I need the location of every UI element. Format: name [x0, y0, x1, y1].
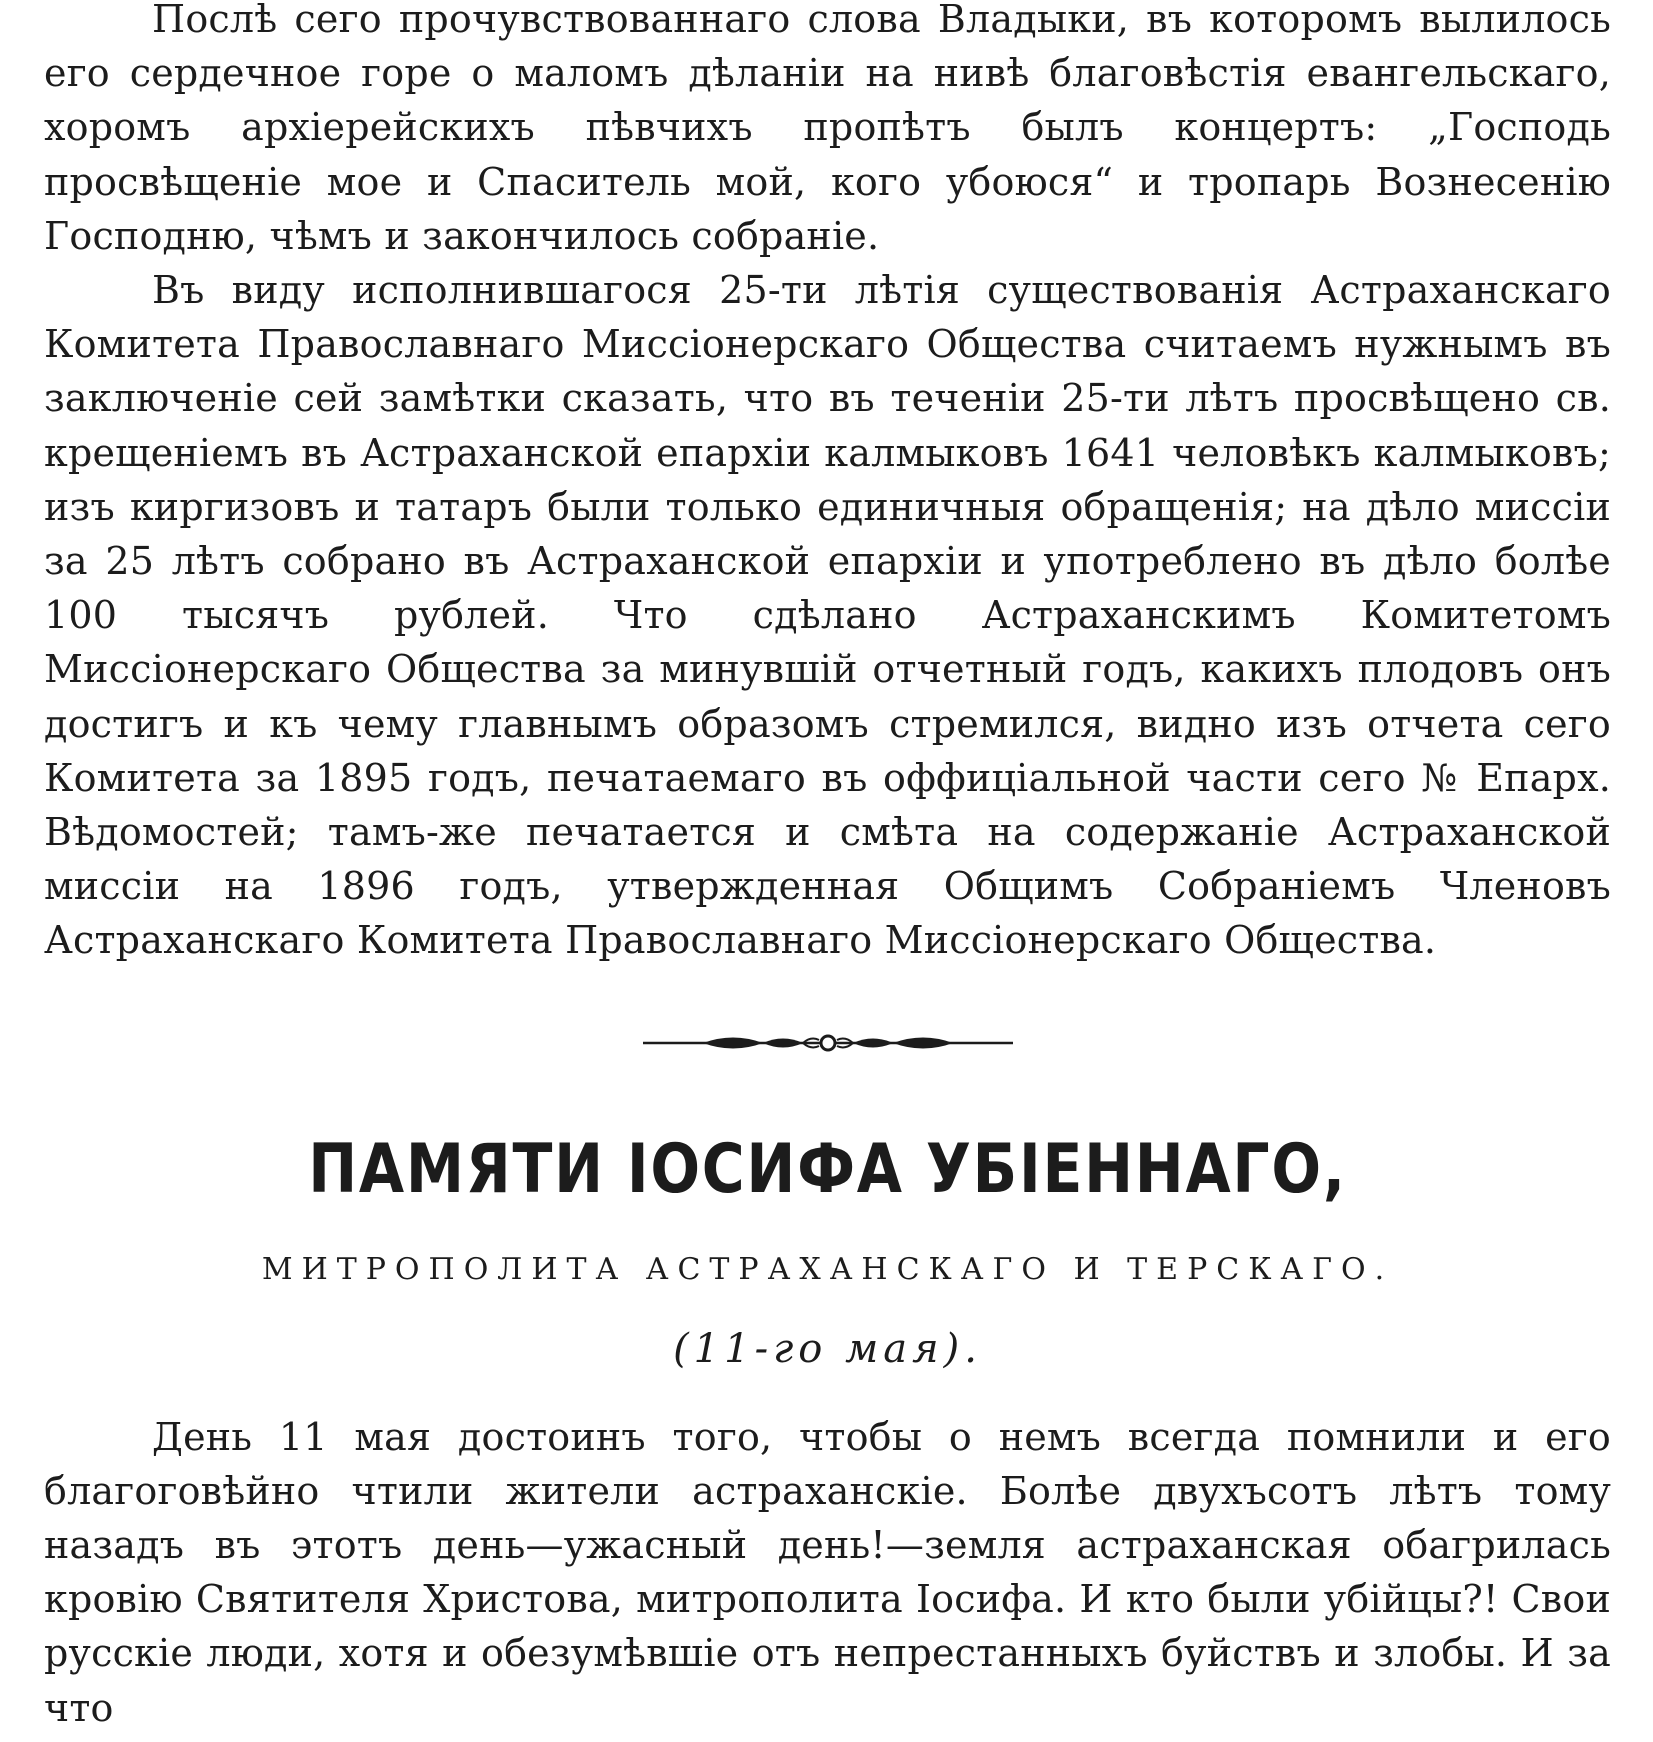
paragraph-memorial: День 11 мая достоинъ того, чтобы о немъ всегда помнили и его благоговѣйно чтили жители астраханскіе. Болѣе двухъсотъ лѣтъ тому назадъ въ этотъ день—ужасный день!—земля астраханская обагрилась кровію Святителя Христова, митрополита Іосифа. И кто были убійцы?! Свои русскіе люди, хотя и обезумѣвшіе отъ непрестанныхъ буйствъ и злобы. И за что	[44, 1414, 1611, 1730]
divider-ornament-icon	[643, 1028, 1013, 1058]
section-title: ПАМЯТИ ІОСИФА УБІЕННАГО,	[308, 1129, 1347, 1209]
paragraph-mission-summary: Въ виду исполнившагося 25-ти лѣтія существованія Астраханскаго Комитета Православнаго Миссіонерскаго Общества считаемъ нужнымъ въ заключеніе сей замѣтки сказать, что въ теченіи 25-ти лѣтъ просвѣщено св. крещеніемъ въ Астраханской епархіи калмыковъ 1641 человѣкъ калмыковъ; изъ киргизовъ и татаръ были только единичныя обращенія; на дѣло миссіи за 25 лѣтъ собрано въ Астраханской епархіи и употреблено въ дѣло болѣе 100 тысячъ рублей. Что сдѣлано Астраханскимъ Комитетомъ Миссіонерскаго Общества за минувшій отчетный годъ, какихъ плодовъ онъ достигъ и къ чему главнымъ образомъ стремился, видно изъ отчета сего Комитета за 1895 годъ, печатаемаго въ оффиціальной части сего № Епарх. Вѣдомостей; тамъ-же печатается и смѣта на содержаніе Астраханской миссіи на 1896 годъ, утвержденная Общимъ Собраніемъ Членовъ Астраханскаго Комитета Православнаго Миссіонерскаго Общества.	[44, 268, 1611, 963]
paragraph-closing-meeting: Послѣ сего прочувствованнаго слова Владыки, въ которомъ вылилось его сердечное горе о маломъ дѣланіи на нивѣ благовѣстія евангельскаго, хоромъ архіерейскихъ пѣвчихъ пропѣтъ былъ концертъ: „Господь просвѣщеніе мое и Спаситель мой, кого убоюся“ и тропарь Вознесенію Господню, чѣмъ и закончилось собраніе.	[44, 0, 1611, 258]
section-body	[44, 1410, 1611, 1735]
section-date: (11-го мая).	[673, 1325, 982, 1372]
section-subtitle: МИТРОПОЛИТА АСТРАХАНСКАГО И ТЕРСКАГО.	[261, 1251, 1394, 1287]
